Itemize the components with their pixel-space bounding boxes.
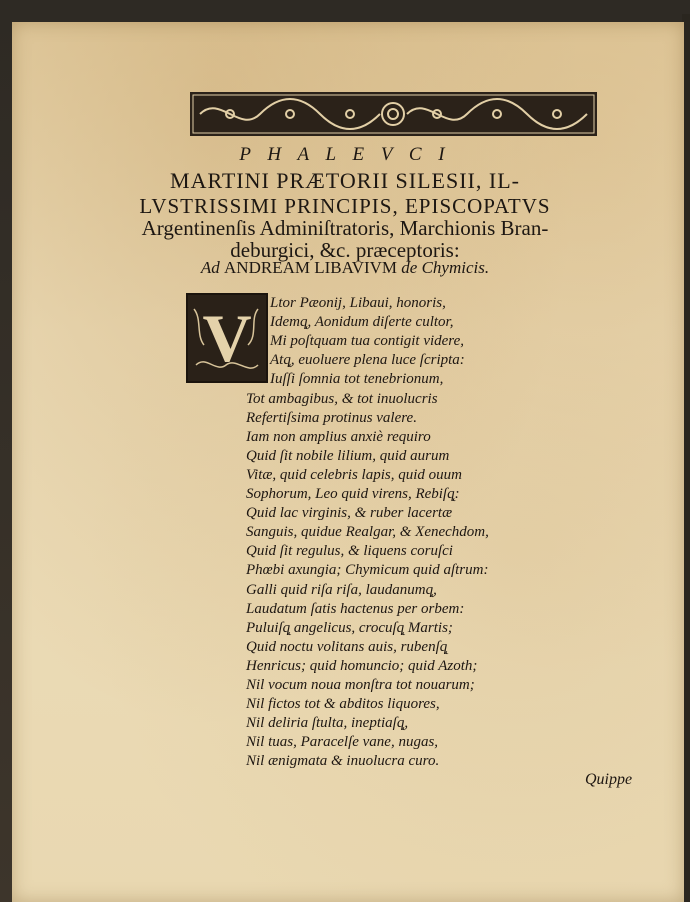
- verse-line: Atq̨, euoluere plena luce ſcripta:: [270, 352, 465, 369]
- verse-line: Sophorum, Leo quid virens, Rebiſq̨:: [246, 486, 460, 502]
- verse-line: Vitæ, quid celebris lapis, quid ouum: [246, 466, 462, 483]
- verse-line: Ltor Pæonij, Libaui, honoris,: [270, 295, 446, 311]
- verse-line: Quid ſit regulus, & liquens coruſci: [246, 543, 453, 560]
- title-author-line: MARTINI PRÆTORII SILESII, IL-: [170, 168, 520, 193]
- dedication-name: ANDREAM LIBAVIVM: [224, 258, 398, 277]
- dedication-topic: de Chymicis.: [397, 258, 490, 277]
- verse-line: Quid ſit nobile lilium, quid aurum: [246, 447, 450, 464]
- dedication-line: [0, 258, 690, 278]
- title-phalevci: P H A L E V C I: [239, 144, 451, 165]
- decorated-initial-v: [186, 293, 268, 383]
- verse-line: Phœbi axungia; Chymicum quid aſtrum:: [246, 562, 489, 579]
- verse-line: Quid noctu volitans auis, rubenſq̨: [246, 638, 448, 655]
- verse-line: Sanguis, quidue Realgar, & Xenechdom,: [246, 524, 489, 541]
- verse-line: Iam non amplius anxiè requiro: [246, 428, 431, 445]
- dedication-ad: Ad: [200, 258, 225, 277]
- verse-line: Nil deliria ſtulta, ineptiaſq̨,: [246, 715, 409, 732]
- verse-line: Puluiſq̨ angelicus, crocuſq̨ Martis;: [246, 619, 453, 636]
- catchword: Quippe: [585, 771, 633, 788]
- verse-line: Nil fictos tot & abditos liquores,: [246, 696, 440, 713]
- verse-line: Idemq̨, Aonidum diſerte cultor,: [270, 314, 454, 331]
- title-subtitle-line: LVSTRISSIMI PRINCIPIS, EPISCOPATVS: [139, 194, 551, 218]
- verse-line: Nil vocum noua monſtra tot nouarum;: [246, 677, 475, 693]
- verse-line: Laudatum ſatis hactenus per orbem:: [246, 600, 465, 617]
- title-line-4: Argentinenſis Adminiſtratoris, Marchionis Bran-: [141, 216, 549, 240]
- verse-line: Quid lac virginis, & ruber lacertæ: [246, 505, 453, 522]
- verse-line: Refertiſsima protinus valere.: [246, 409, 417, 426]
- verse-line: Tot ambagibus, & tot inuolucris: [246, 390, 438, 407]
- headpiece-ornament: [190, 92, 597, 136]
- title-line-5: deburgici, &c. præceptoris:: [230, 238, 460, 262]
- dropcap-letter: V: [202, 300, 252, 376]
- verse-line: Galli quid riſa riſa, laudanumq̨,: [246, 581, 437, 598]
- verse-line: Nil tuas, Paracelſe vane, nugas,: [246, 734, 439, 751]
- verse-line: Henricus; quid homuncio; quid Azoth;: [246, 657, 478, 674]
- verse-line: Nil ænigmata & inuolucra curo.: [246, 753, 440, 770]
- verse-line: Mi poſtquam tua contigit videre,: [270, 333, 464, 350]
- verse-line: Iuſſi ſomnia tot tenebrionum,: [270, 371, 444, 388]
